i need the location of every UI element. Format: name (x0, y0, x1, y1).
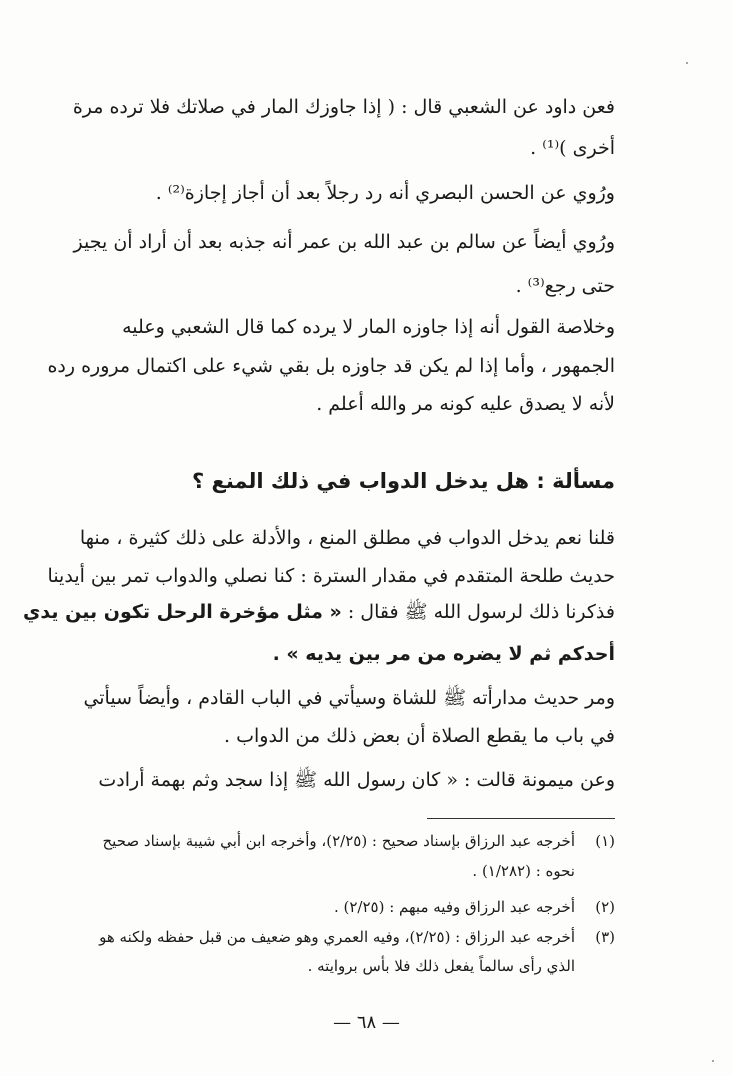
section-line-3 (22, 598, 615, 626)
scan-speck (686, 62, 688, 64)
footnote-2-text: أخرجه عبد الرزاق وفيه مبهم : (٢/٢٥) . (333, 898, 575, 916)
footnote-3 (99, 926, 615, 948)
section-line-5: ومر حديث مدارأته ﷺ للشاة وسيأتي في الباب القادم ، وأيضاً سيأتي (83, 687, 615, 709)
footnote-separator (427, 818, 615, 819)
footnote-2 (115, 896, 615, 918)
footnote-3-number: (٣) (595, 928, 615, 946)
section-line-6: في باب ما يقطع الصلاة أن بعض ذلك من الدواب . (224, 725, 615, 747)
body-line-7: الجمهور ، وأما إذا لم يكن قد جاوزه بل بقي شيء على اكتمال مروره رده (47, 355, 615, 377)
body-line-3: ورُوي عن الحسن البصري أنه رد رجلاً بعد أن أجاز إجازة⁽²⁾ . (155, 182, 615, 204)
footnote-1-number: (١) (595, 832, 615, 850)
hadith-quote-end: أحدكم ثم لا يضره من مر بين يديه » . (272, 643, 615, 665)
footnote-3-cont (115, 955, 615, 977)
scan-speck (712, 1060, 714, 1062)
page-number: — ٦٨ — (333, 1012, 400, 1033)
hadith-quote-start: « مثل مؤخرة الرحل تكون بين يدي (22, 601, 342, 623)
body-line-5: حتى رجع⁽³⁾ . (515, 275, 615, 297)
footnote-1 (102, 830, 615, 852)
footnote-1-cont (115, 860, 615, 882)
footnote-3-text: أخرجه عبد الرزاق : (٢/٢٥)، وفيه العمري وهو ضعيف من قبل حفظه ولكنه هو (99, 928, 575, 946)
body-line-4: ورُوي أيضاً عن سالم بن عبد الله بن عمر أنه جذبه بعد أن أراد أن يجيز (73, 231, 615, 253)
section-line-7: وعن ميمونة قالت : « كان رسول الله ﷺ إذا سجد وثم بهمة أرادت (98, 769, 615, 791)
body-line-8: لأنه لا يصدق عليه كونه مر والله أعلم . (316, 393, 615, 415)
section-heading: مسألة : هل يدخل الدواب في ذلك المنع ؟ (191, 469, 615, 493)
footnote-2-number: (٢) (595, 898, 615, 916)
footnote-3-cont-text: الذي رأى سالماً يفعل ذلك فلا بأس بروايته . (307, 957, 575, 975)
footnote-1-cont-text: نحوه : (١/٢٨٢) . (472, 862, 575, 880)
body-line-2: أخرى )⁽¹⁾ . (530, 137, 615, 159)
footnote-1-text: أخرجه عبد الرزاق بإسناد صحيح : (٢/٢٥)، وأخرجه ابن أبي شيبة بإسناد صحيح (102, 832, 575, 850)
body-line-1: فعن داود عن الشعبي قال : ( إذا جاوزك المار في صلاتك فلا ترده مرة (72, 96, 615, 118)
section-line-3-plain: فذكرنا ذلك لرسول الله ﷺ فقال : (347, 601, 615, 623)
section-line-2: حديث طلحة المتقدم في مقدار السترة : كنا نصلي والدواب تمر بين أيدينا (47, 565, 615, 587)
section-line-1: قلنا نعم يدخل الدواب في مطلق المنع ، والأدلة على ذلك كثيرة ، منها (79, 527, 615, 549)
body-line-6: وخلاصة القول أنه إذا جاوزه المار لا يرده كما قال الشعبي وعليه (122, 316, 615, 338)
